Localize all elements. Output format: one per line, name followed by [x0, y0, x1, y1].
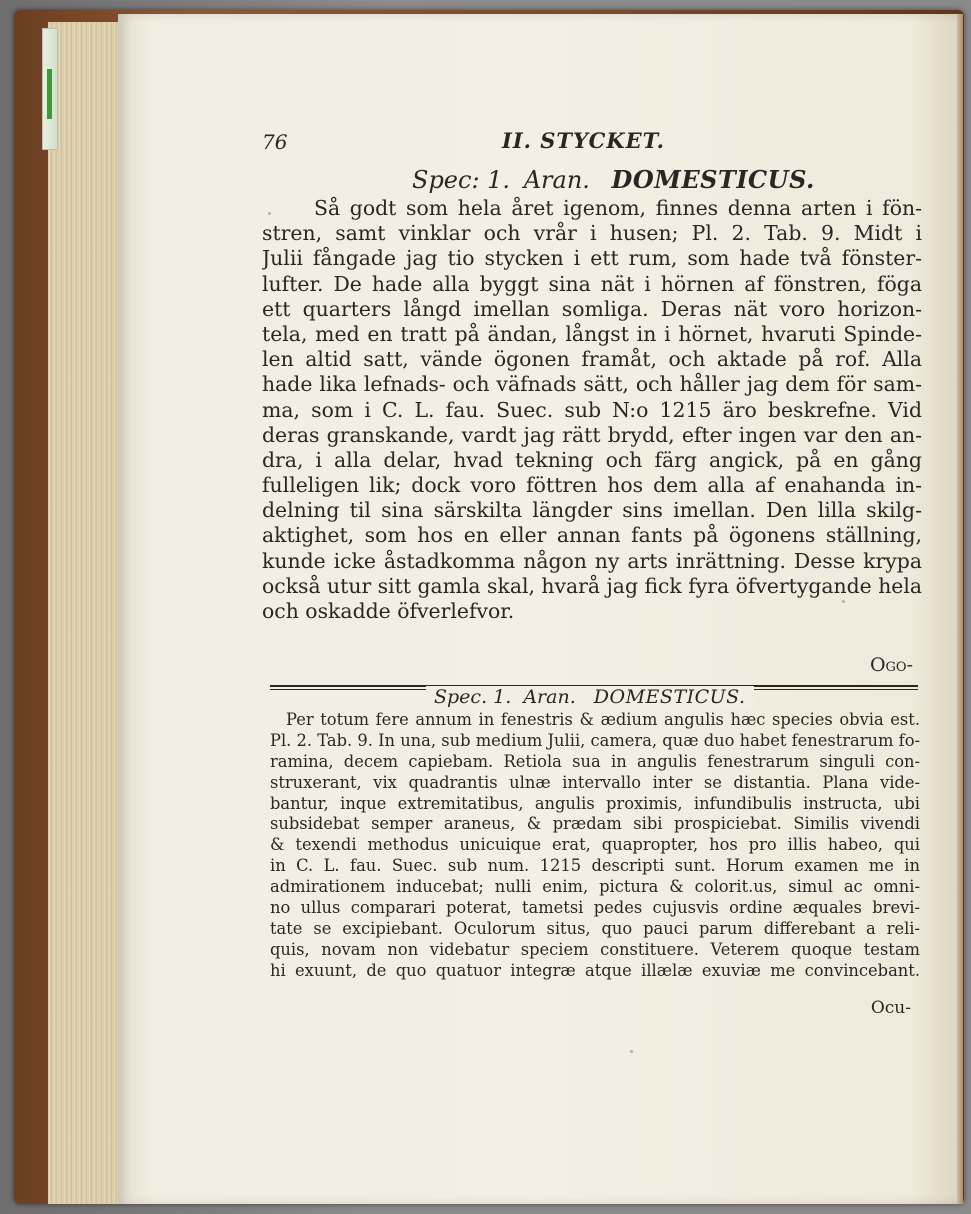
- text-line: Per totum fere annum in fenestris & ædium angulis hæc species obvia est.: [286, 710, 920, 729]
- text-line: admirationem inducebat; nulli enim, pictura & colorit.us, simul ac omni-: [270, 877, 920, 897]
- spec-label: Spec. 1.: [434, 686, 512, 708]
- text-line: kunde icke åstadkomma någon ny arts inrättning. Desse krypa: [262, 548, 922, 573]
- book-right-edge: [957, 14, 963, 1204]
- text-line: hi exuunt, de quo quatuor integræ atque illælæ exuviæ me convincebant.: [270, 960, 920, 980]
- bookmark-tab: [42, 28, 58, 150]
- text-line: aktighet, som hos en eller annan fants på ögonens ställning,: [262, 523, 922, 548]
- latin-catchword: Ocu-: [870, 998, 911, 1018]
- text-line: ma, som i C. L. fau. Suec. sub N:o 1215 äro beskrefne. Vid: [262, 397, 922, 422]
- text-line: Julii fångade jag tio stycken i ett rum, som hade två fönster-: [262, 246, 922, 271]
- species-label: DOMESTICUS.: [593, 686, 746, 708]
- latin-body: [270, 710, 920, 982]
- text-line: fulleligen lik; dock voro föttren hos dem alla af enahanda in-: [262, 473, 922, 498]
- text-line: delning til sina särskilta längder sins imellan. Den lilla skilg-: [262, 498, 922, 523]
- text-line: Så godt som hela året igenom, finnes denna arten i fön-: [314, 196, 922, 220]
- running-head: II. STYCKET.: [502, 128, 665, 153]
- text-line: len altid satt, vände ögonen framåt, och aktade på rof. Alla: [262, 347, 922, 372]
- text-line: dra, i alla delar, hvad tekning och färg angick, på en gång: [262, 447, 922, 472]
- text-line: struxerant, vix quadrantis ulnæ intervallo inter se distantia. Plana vide-: [270, 772, 920, 792]
- text-line: deras granskande, vardt jag rätt brydd, efter ingen var den an-: [262, 422, 922, 447]
- text-line: Pl. 2. Tab. 9. In una, sub medium Julii, camera, quæ duo habet fenestrarum fo-: [270, 730, 920, 750]
- text-line: subsidebat semper araneus, & prædam sibi prospiciebat. Similis vivendi: [270, 814, 920, 834]
- text-line: lufter. De hade alla byggt sina nät i hörnen af fönstren, föga: [262, 271, 922, 296]
- text-line: hade lika lefnads- och väfnads sätt, och håller jag dem för sam-: [262, 372, 922, 397]
- swedish-body: [262, 196, 922, 624]
- text-line: också utur sitt gamla skal, hvarå jag fick fyra öfvertygande hela: [262, 573, 922, 598]
- text-line: ramina, decem capiebam. Retiola sua in angulis fenestrarum singuli con-: [270, 751, 920, 771]
- text-line: och oskadde öfverlefvor.: [262, 599, 515, 623]
- text-line: no ullus comparari poterat, tametsi pedes cujusvis ordine æquales brevi-: [270, 898, 920, 918]
- species-label: DOMESTICUS.: [611, 165, 815, 194]
- latin-species-heading: [426, 686, 754, 708]
- text-line: bantur, inque extremitatibus, angulis proximis, infundibulis instructa, ubi: [270, 793, 920, 813]
- genus-label: Aran.: [523, 686, 576, 708]
- paper-speck: [630, 1050, 633, 1053]
- swedish-species-heading: [412, 165, 815, 194]
- swedish-catchword: Ogo-: [869, 654, 913, 676]
- text-line: & texendi methodus unicuique erat, quapropter, hos pro illis habeo, qui: [270, 835, 920, 855]
- page-edge-stack: [48, 22, 127, 1204]
- page-number: 76: [262, 130, 288, 154]
- text-line: in C. L. fau. Suec. sub num. 1215 descripti sunt. Horum examen me in: [270, 856, 920, 876]
- spec-label: Spec: 1.: [412, 166, 511, 194]
- page-header: [262, 128, 922, 158]
- text-line: ett quarters långd imellan somliga. Deras nät voro horizon-: [262, 296, 922, 321]
- text-line: quis, novam non videbatur speciem constituere. Veterem quoque testam: [270, 939, 920, 959]
- text-line: tate se excipiebant. Oculorum situs, quo pauci parum differebant a reli-: [270, 918, 920, 938]
- text-line: stren, samt vinklar och vrår i husen; Pl. 2. Tab. 9. Midt i: [262, 221, 922, 246]
- text-line: tela, med en tratt på ändan, långst in i hörnet, hvaruti Spinde-: [262, 321, 922, 346]
- genus-label: Aran.: [523, 166, 590, 194]
